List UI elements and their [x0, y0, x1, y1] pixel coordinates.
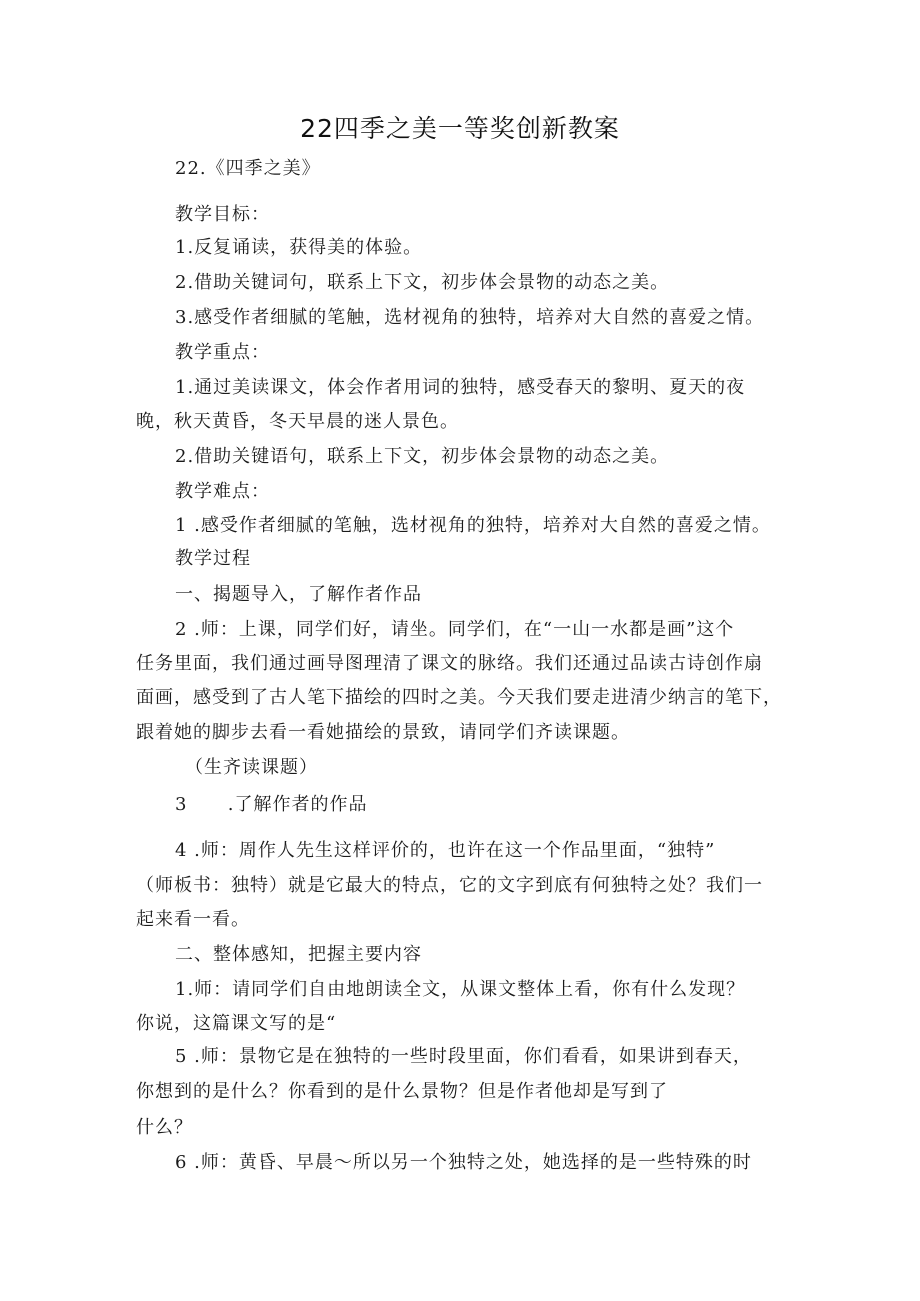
doc-line: 3 .了解作者的作品 — [175, 794, 368, 815]
doc-line: 1.师：请同学们自由地朗读全文，从课文整体上看，你有什么发现？ — [175, 979, 746, 1000]
doc-line: 教学目标： — [175, 204, 270, 225]
doc-line: 一、揭题导入，了解作者作品 — [175, 584, 422, 605]
doc-line: 教学难点： — [175, 481, 270, 502]
doc-line: 1 .感受作者细腻的笔触，选材视角的独特，培养对大自然的喜爱之情。 — [175, 515, 771, 536]
doc-line: 2.借助关键语句，联系上下文，初步体会景物的动态之美。 — [175, 446, 670, 467]
doc-line: 晚，秋天黄昏，冬天早晨的迷人景色。 — [136, 411, 459, 432]
doc-line: 你说，这篇课文写的是“ — [136, 1013, 337, 1034]
doc-line: 面画，感受到了古人笔下描绘的四时之美。今天我们要走进清少纳言的笔下， — [136, 687, 782, 708]
doc-line: 2.借助关键词句，联系上下文，初步体会景物的动态之美。 — [175, 272, 670, 293]
doc-line: 起来看一看。 — [136, 909, 250, 930]
doc-line: 任务里面，我们通过画导图理清了课文的脉络。我们还通过品读古诗创作扇 — [136, 653, 763, 674]
doc-line: 2 .师：上课，同学们好，请坐。同学们，在“一山一水都是画”这个 — [175, 619, 735, 640]
doc-line: 教学过程 — [175, 548, 251, 569]
doc-line: 你想到的是什么？你看到的是什么景物？但是作者他却是写到了 — [136, 1081, 668, 1102]
doc-line: 6 .师：黄昏、早晨〜所以另一个独特之处，她选择的是一些特殊的时 — [175, 1152, 752, 1173]
doc-line: 跟着她的脚步去看一看她描绘的景致，请同学们齐读课题。 — [136, 722, 630, 743]
doc-line: （师板书：独特）就是它最大的特点，它的文字到底有何独特之处？我们一 — [136, 875, 763, 896]
doc-line: 1.反复诵读，获得美的体验。 — [175, 237, 423, 258]
doc-line: 1.通过美读课文，体会作者用词的独特，感受春天的黎明、夏天的夜 — [175, 377, 746, 398]
doc-line: 二、整体感知，把握主要内容 — [175, 944, 422, 965]
doc-line: 什么？ — [136, 1117, 193, 1138]
doc-line: 教学重点： — [175, 342, 270, 363]
doc-line: 22.《四季之美》 — [175, 158, 321, 179]
doc-line: （生齐读课题） — [185, 757, 318, 778]
doc-line: 5 .师：景物它是在独特的一些时段里面，你们看看，如果讲到春天， — [175, 1046, 752, 1067]
doc-line: 3.感受作者细腻的笔触，选材视角的独特，培养对大自然的喜爱之情。 — [175, 307, 765, 328]
doc-line: 4 .师：周作人先生这样评价的，也许在这一个作品里面，“独特” — [175, 840, 716, 861]
page-title: 22四季之美一等奖创新教案 — [300, 114, 620, 143]
